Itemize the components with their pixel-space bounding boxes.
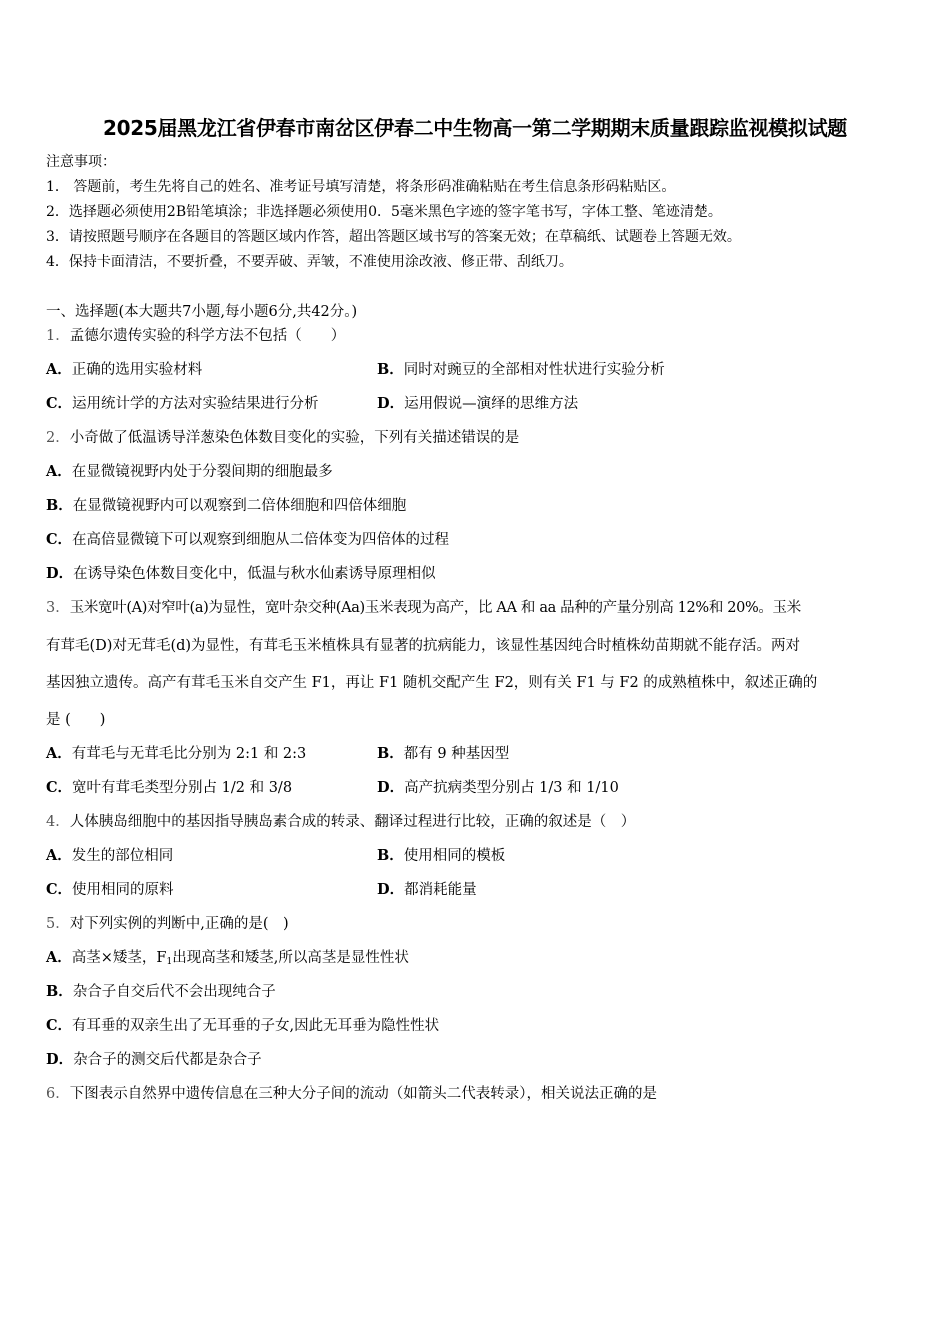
question-3-line-2: 有茸毛(D)对无茸毛(d)为显性，有茸毛玉米植株具有显著的抗病能力，该显性基因纯合时植株幼苗期就不能存活。两对 bbox=[46, 638, 801, 654]
question-3-line-4: 是 ( ) bbox=[46, 712, 106, 728]
question-number: 2． bbox=[46, 430, 70, 446]
question-2 bbox=[46, 428, 519, 448]
notes-heading: 注意事项： bbox=[46, 154, 116, 170]
q2-option-a: A．在显微镜视野内处于分裂间期的细胞最多 bbox=[46, 463, 333, 480]
q3-option-c: C．宽叶有茸毛类型分别占 1/2 和 3/8 bbox=[46, 779, 293, 796]
question-stem: 对下列实例的判断中,正确的是( ) bbox=[69, 916, 289, 932]
question-3-line-3: 基因独立遗传。高产有茸毛玉米自交产生 F1，再让 F1 随机交配产生 F2，则有关 F1 与 F2 的成熟植株中，叙述正确的 bbox=[46, 675, 818, 691]
question-number: 6． bbox=[46, 1086, 70, 1102]
question-1 bbox=[46, 326, 345, 346]
question-6 bbox=[46, 1084, 657, 1104]
q1-option-a: A．正确的选用实验材料 bbox=[46, 361, 203, 378]
q4-option-b: B．使用相同的模板 bbox=[377, 847, 506, 864]
note-item: 2．选择题必须使用2B铅笔填涂；非选择题必须使用0．5毫米黑色字迹的签字笔书写，字体工整、笔迹清楚。 bbox=[46, 204, 722, 220]
q2-option-d: D．在诱导染色体数目变化中，低温与秋水仙素诱导原理相似 bbox=[46, 565, 436, 582]
q5-option-b: B．杂合子自交后代不会出现纯合子 bbox=[46, 983, 276, 1000]
question-stem: 玉米宽叶(A)对窄叶(a)为显性，宽叶杂交种(Aa)玉米表现为高产，比 AA 和 aa 品种的产量分别高 12%和 20%。玉米 bbox=[69, 600, 801, 616]
q5-option-a: A．高茎×矮茎，$F_1$出现高茎和矮茎,所以高茎是显性性状 bbox=[46, 949, 409, 967]
question-4 bbox=[46, 812, 635, 832]
question-number: 3． bbox=[46, 600, 70, 616]
q3-option-d: D．高产抗病类型分别占 1/3 和 1/10 bbox=[377, 779, 619, 796]
q3-option-b: B．都有 9 种基因型 bbox=[377, 745, 510, 762]
note-item: 3．请按照题号顺序在各题目的答题区域内作答，超出答题区域书写的答案无效；在草稿纸、试题卷上答题无效。 bbox=[46, 229, 741, 245]
q4-option-a: A．发生的部位相同 bbox=[46, 847, 174, 864]
q1-option-c: C．运用统计学的方法对实验结果进行分析 bbox=[46, 395, 319, 412]
q4-option-c: C．使用相同的原料 bbox=[46, 881, 174, 898]
question-stem: 人体胰岛细胞中的基因指导胰岛素合成的转录、翻译过程进行比较，正确的叙述是（ ） bbox=[69, 814, 636, 830]
q1-option-d: D．运用假说—演绎的思维方法 bbox=[377, 395, 579, 412]
question-stem: 孟德尔遗传实验的科学方法不包括（ ） bbox=[69, 328, 346, 344]
question-stem: 小奇做了低温诱导洋葱染色体数目变化的实验，下列有关描述错误的是 bbox=[69, 430, 520, 446]
q5-option-d: D．杂合子的测交后代都是杂合子 bbox=[46, 1051, 262, 1068]
page-title: 2025届黑龙江省伊春市南岔区伊春二中生物高一第二学期期末质量跟踪监视模拟试题 bbox=[103, 116, 847, 140]
question-5 bbox=[46, 914, 289, 934]
question-number: 1． bbox=[46, 328, 70, 344]
q3-option-a: A．有茸毛与无茸毛比分别为 2:1 和 2:3 bbox=[46, 745, 307, 762]
question-3-line-1 bbox=[46, 598, 908, 618]
q1-option-b: B．同时对豌豆的全部相对性状进行实验分析 bbox=[377, 361, 665, 378]
question-number: 5． bbox=[46, 916, 70, 932]
q2-option-c: C．在高倍显微镜下可以观察到细胞从二倍体变为四倍体的过程 bbox=[46, 531, 450, 548]
note-item: 1． 答题前，考生先将自己的姓名、准考证号填写清楚，将条形码准确粘贴在考生信息条形码粘贴区。 bbox=[46, 179, 676, 195]
question-number: 4． bbox=[46, 814, 70, 830]
q2-option-b: B．在显微镜视野内可以观察到二倍体细胞和四倍体细胞 bbox=[46, 497, 407, 514]
q5-option-c: C．有耳垂的双亲生出了无耳垂的子女,因此无耳垂为隐性性状 bbox=[46, 1017, 440, 1034]
question-stem: 下图表示自然界中遗传信息在三种大分子间的流动（如箭头二代表转录），相关说法正确的是 bbox=[69, 1086, 657, 1102]
section-heading: 一、选择题(本大题共7小题,每小题6分,共42分。) bbox=[46, 304, 358, 320]
note-item: 4．保持卡面清洁，不要折叠，不要弄破、弄皱，不准使用涂改液、修正带、刮纸刀。 bbox=[46, 254, 573, 270]
q4-option-d: D．都消耗能量 bbox=[377, 881, 477, 898]
